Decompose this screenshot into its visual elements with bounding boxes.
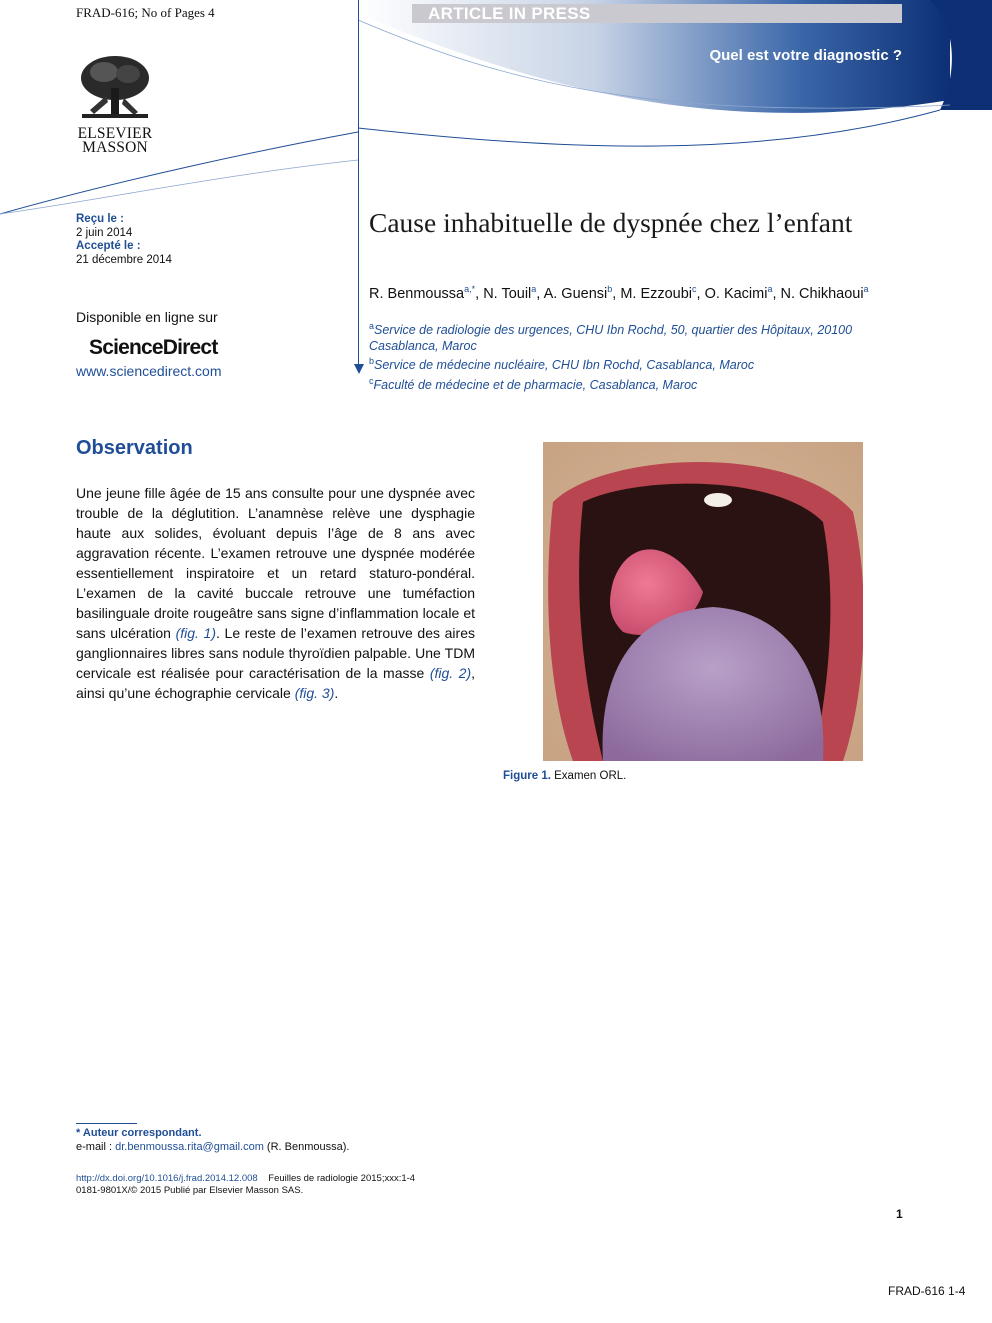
received-label: Reçu le : [76, 213, 124, 225]
section-heading-observation: Observation [76, 437, 193, 459]
footnote-divider [76, 1123, 137, 1124]
figure-caption [503, 770, 626, 782]
rubric-title: Quel est votre diagnostic ? [709, 47, 902, 64]
author-name: M. Ezzoubi [620, 285, 693, 302]
author-name: A. Guensi [543, 285, 608, 302]
corresponding-author-note: * Auteur correspondant. [76, 1127, 202, 1139]
figure-reference-link[interactable]: (fig. 3) [294, 685, 335, 701]
author-affiliation-mark[interactable]: a [531, 284, 537, 294]
author-affiliation-mark[interactable]: b [607, 284, 613, 294]
email-footnote: e-mail : dr.benmoussa.rita@gmail.com (R. Benmoussa). [76, 1141, 350, 1153]
accepted-value: 21 décembre 2014 [76, 253, 172, 266]
accepted-label: Accepté le : [76, 240, 141, 252]
affiliation-item: $^c$Faculté de médecine et de pharmacie, Casablanca, Maroc [369, 375, 698, 392]
sciencedirect-link[interactable]: www.sciencedirect.com [76, 363, 222, 379]
issn-copyright: 0181-9801X/© 2015 Publié par Elsevier Masson SAS. [76, 1185, 304, 1196]
affiliation-item: $^a$Service de radiologie des urgences, CHU Ibn Rochd, 50, quartier des Hôpitaux, 20100 Casablanca, Maroc [369, 321, 853, 353]
press-banner: ARTICLE IN PRESS [412, 4, 902, 23]
arrow-down-icon [354, 364, 364, 374]
figure-label: Figure 1. [503, 770, 551, 782]
author-name: N. Touil [483, 285, 532, 302]
figure-reference-link[interactable]: (fig. 1) [175, 625, 217, 641]
oral-exam-photo [543, 442, 863, 761]
author-affiliation-mark[interactable]: a [863, 284, 869, 294]
email-link[interactable]: dr.benmoussa.rita@gmail.com [115, 1141, 264, 1153]
author-name: O. Kacimi [704, 285, 768, 302]
journal-citation: Feuilles de radiologie 2015;xxx:1-4 [268, 1173, 416, 1184]
author-name: N. Chikhaoui [780, 285, 864, 302]
doi-link[interactable]: http://dx.doi.org/10.1016/j.frad.2014.12.008 [76, 1173, 258, 1184]
availability-label: Disponible en ligne sur [76, 309, 218, 325]
received-value: 2 juin 2014 [76, 226, 133, 239]
header-divider [358, 0, 359, 372]
author-name: R. Benmoussa [369, 285, 465, 302]
figure-reference-link[interactable]: (fig. 2) [429, 665, 472, 681]
author-affiliation-mark[interactable]: c [692, 284, 697, 294]
sciencedirect-logo: ScienceDirect [89, 336, 218, 359]
observation-paragraph: Une jeune fille âgée de 15 ans consulte pour une dyspnée avec trouble de la déglutition. L’anamnèse relève une dysphagie haute aux solides, évoluant depuis l’âge de 8 ans avec aggravation récente. L’examen retrouve une dyspnée modérée essentiellement inspiratoire et un retard staturo-pondéral. L’examen de la cavité buccale retrouve une tuméfaction basilinguale droite rougeâtre sans signe d’inflammation locale et sans ulcération (fig. 1). Le reste de l’examen retrouve des aires ganglionnaires libres sans nodule thyroïdien palpable. Une TDM cervicale est réalisée pour caractérisation de la masse (fig. 2), ainsi qu’une échographie cervicale (fig. 3). [76, 485, 476, 701]
article-meta: FRAD-616; No of Pages 4 [76, 5, 215, 20]
affiliations [369, 319, 909, 393]
author-affiliation-mark[interactable]: a [767, 284, 773, 294]
elsevier-tree-icon [76, 52, 154, 122]
article-title: Cause inhabituelle de dyspnée chez l’enfant [369, 207, 853, 238]
article-dates [76, 213, 172, 267]
document-id: FRAD-616 1-4 [888, 1284, 966, 1298]
figure-1-image [543, 442, 863, 761]
page-number: 1 [896, 1207, 903, 1221]
publisher-logo [76, 52, 154, 155]
logo-text-masson: MASSON [82, 139, 148, 156]
logo-text-elsevier: ELSEVIER [77, 125, 153, 142]
author-affiliation-mark[interactable]: a,* [464, 284, 476, 294]
affiliation-item: $^b$Service de médecine nucléaire, CHU Ibn Rochd, Casablanca, Maroc [369, 356, 755, 373]
figure-caption-text: Examen ORL. [554, 770, 627, 782]
doi-line [76, 1173, 415, 1184]
author-list: R. Benmoussa$^{a,*}$, N. Touil$^a$, A. Guensi$^b$, M. Ezzoubi$^c$, O. Kacimi$^a$, N. Chikhaoui$^a$ [369, 284, 869, 302]
